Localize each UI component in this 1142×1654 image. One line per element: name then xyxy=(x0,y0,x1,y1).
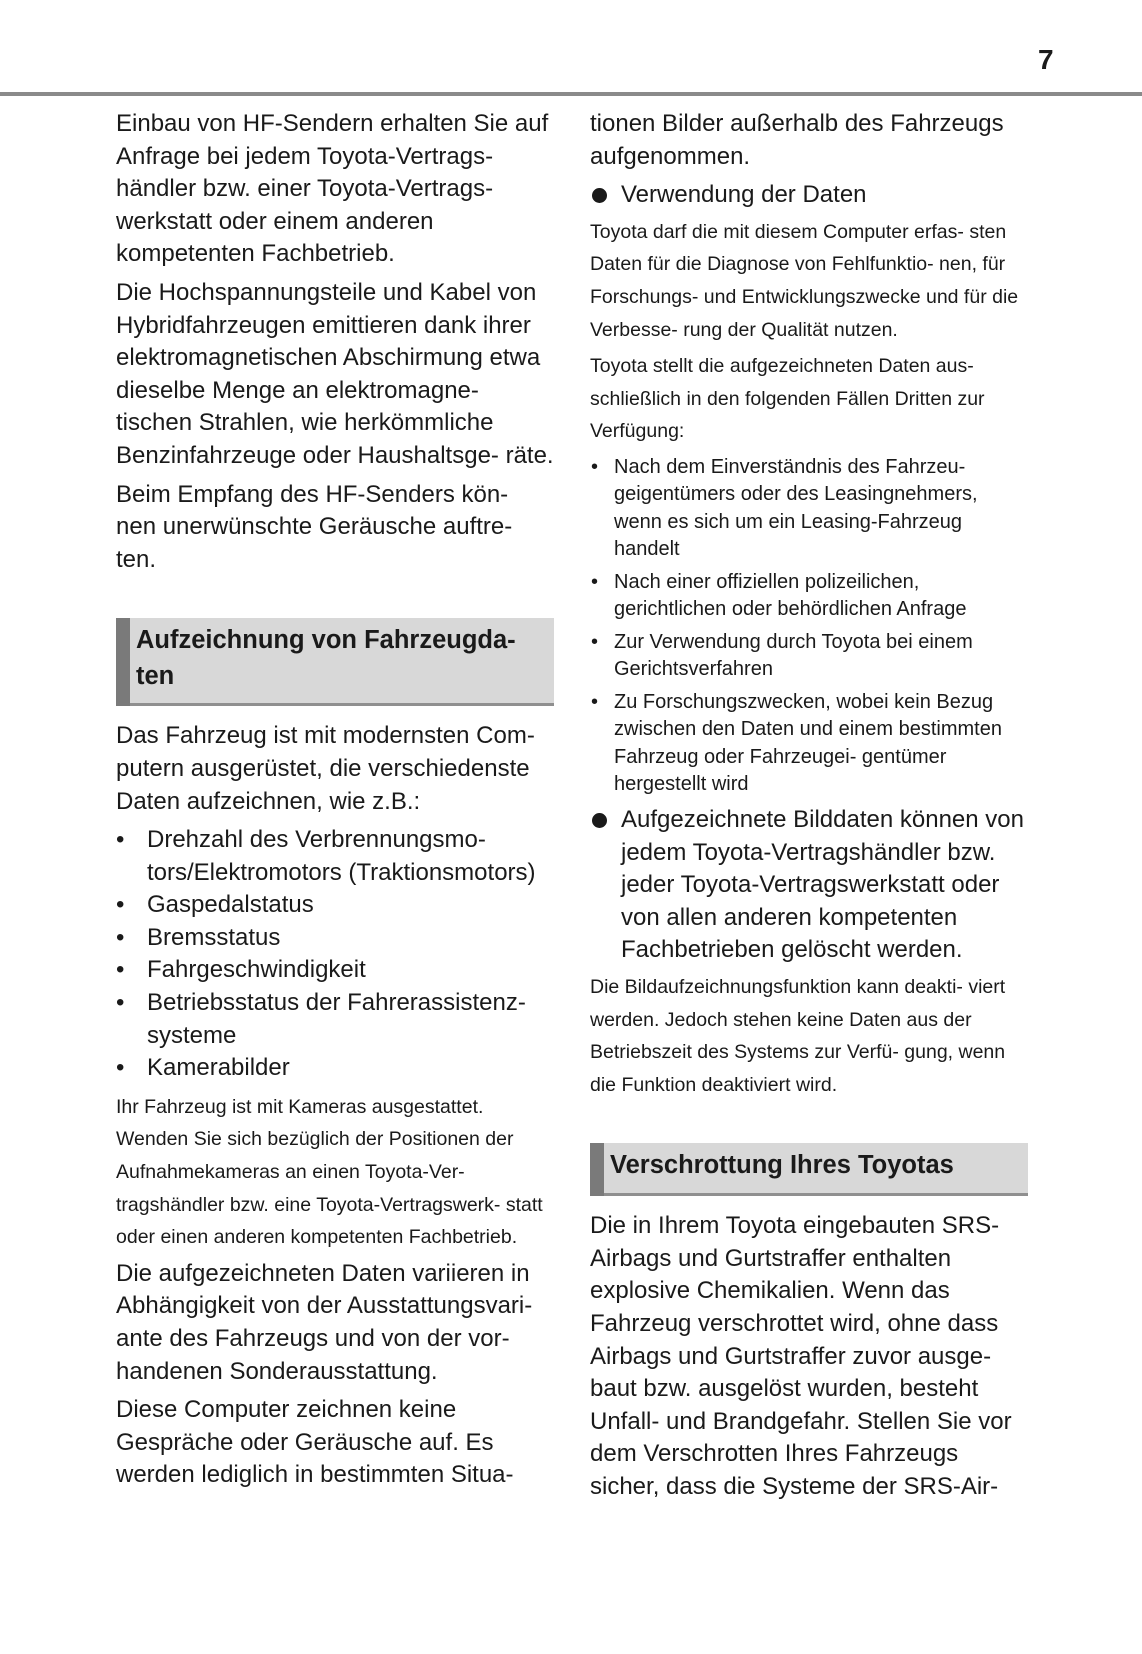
list-item: • Gaspedalstatus xyxy=(116,889,554,922)
page-number: 7 xyxy=(1038,44,1054,75)
note-data-usage: Toyota darf die mit diesem Computer erfas- sten Daten für die Diagnose von Fehlfunktio- nen, für Forschungs- und Entwicklungszwecke und für die Verbesse- rung der Qualität nutzen. xyxy=(590,220,1019,341)
list-item: • Zur Verwendung durch Toyota bei einem Gerichtsverfahren xyxy=(590,629,1028,684)
list-item: • Kamerabilder xyxy=(116,1052,554,1085)
list-item: • Nach dem Einverständnis des Fahrzeu- geigentümers oder des Leasingnehmers, wenn es sich um ein Leasing-Fahrzeug handelt xyxy=(590,454,1028,564)
paragraph-data-varies: Die aufgezeichneten Daten variieren in Abhängigkeit von der Ausstattungsvari- ante des Fahrzeugs und von der vor- handenen Sonderausstattung. xyxy=(116,1259,533,1385)
bullet-heading-image-deletion: Aufgezeichnete Bilddaten können von jedem Toyota-Vertragshändler bzw. jeder Toyota-Vertragswerkstatt oder von allen anderen kompetenten Fachbetrieben gelöscht werden. xyxy=(590,804,1028,967)
note-third-parties: Toyota stellt die aufgezeichneten Daten aus- schließlich in den folgenden Fällen Dritten zur Verfügung: xyxy=(590,355,985,443)
bullet-heading-data-usage: Verwendung der Daten xyxy=(590,179,1028,212)
note-cameras: Ihr Fahrzeug ist mit Kameras ausgestattet. Wenden Sie sich bezüglich der Positionen der Aufnahmekameras an einen Toyota-Ver- tragshändler bzw. eine Toyota-Vertragswerk- statt oder einen anderen kompetenten Fachbetrieb. xyxy=(116,1095,543,1249)
list-item: • Nach einer offiziellen polizeilichen, gerichtlichen oder behördlichen Anfrage xyxy=(590,569,1028,624)
note-image-recording: Die Bildaufzeichnungsfunktion kann deakti- viert werden. Jedoch stehen keine Daten aus der Betriebszeit des Systems zur Verfü- gung, wenn die Funktion deaktiviert wird. xyxy=(590,975,1006,1096)
third-party-cases-list xyxy=(590,454,1028,799)
paragraph-continuation: tionen Bilder außerhalb des Fahrzeugs aufgenommen. xyxy=(590,110,1004,170)
paragraph-hf-reception: Beim Empfang des HF-Senders kön- nen unerwünschte Geräusche auftre- ten. xyxy=(116,480,513,573)
section-heading-vehicle-data: Aufzeichnung von Fahrzeugda- ten xyxy=(116,618,554,706)
paragraph-no-conversations: Diese Computer zeichnen keine Gespräche oder Geräusche auf. Es werden lediglich in bestimmten Situa- xyxy=(116,1396,514,1489)
list-item: • Drehzahl des Verbrennungsmo- tors/Elektromotors (Traktionsmotors) xyxy=(116,824,554,889)
recorded-data-list xyxy=(116,824,554,1085)
left-column xyxy=(116,108,554,1498)
paragraph-vehicle-data-intro: Das Fahrzeug ist mit modernsten Com- putern ausgerüstet, die verschiedenste Daten aufzeichnen, wie z.B.: xyxy=(116,722,535,815)
paragraph-scrapping: Die in Ihrem Toyota eingebauten SRS- Airbags und Gurtstraffer enthalten explosive Chemikalien. Wenn das Fahrzeug verschrottet wird, ohne dass Airbags und Gurtstraffer zuvor ausge- baut bzw. ausgelöst wurden, besteht Unfall- und Brandgefahr. Stellen Sie vor dem Verschrotten Ihres Fahrzeugs sicher, dass die Systeme der SRS-Air- xyxy=(590,1212,1012,1501)
paragraph-hf-installation: Einbau von HF-Sendern erhalten Sie auf Anfrage bei jedem Toyota-Vertrags- händler bzw. einer Toyota-Vertrags- werkstatt oder einem anderen kompetenten Fachbetrieb. xyxy=(116,110,549,268)
list-item: • Fahrgeschwindigkeit xyxy=(116,954,554,987)
list-item: • Bremsstatus xyxy=(116,922,554,955)
section-heading-scrapping: Verschrottung Ihres Toyotas xyxy=(590,1143,1028,1196)
list-item: • Betriebsstatus der Fahrerassistenz- systeme xyxy=(116,987,554,1052)
header-divider xyxy=(0,92,1142,96)
right-column xyxy=(590,108,1028,1510)
list-item: • Zu Forschungszwecken, wobei kein Bezug zwischen den Daten und einem bestimmten Fahrzeug oder Fahrzeugei- gentümer hergestellt wird xyxy=(590,689,1028,799)
paragraph-high-voltage: Die Hochspannungsteile und Kabel von Hybridfahrzeugen emittieren dank ihrer elektromagnetischen Abschirmung etwa dieselbe Menge an elektromagne- tischen Strahlen, wie herkömmliche Benzinfahrzeuge oder Haushaltsge- räte. xyxy=(116,278,554,469)
